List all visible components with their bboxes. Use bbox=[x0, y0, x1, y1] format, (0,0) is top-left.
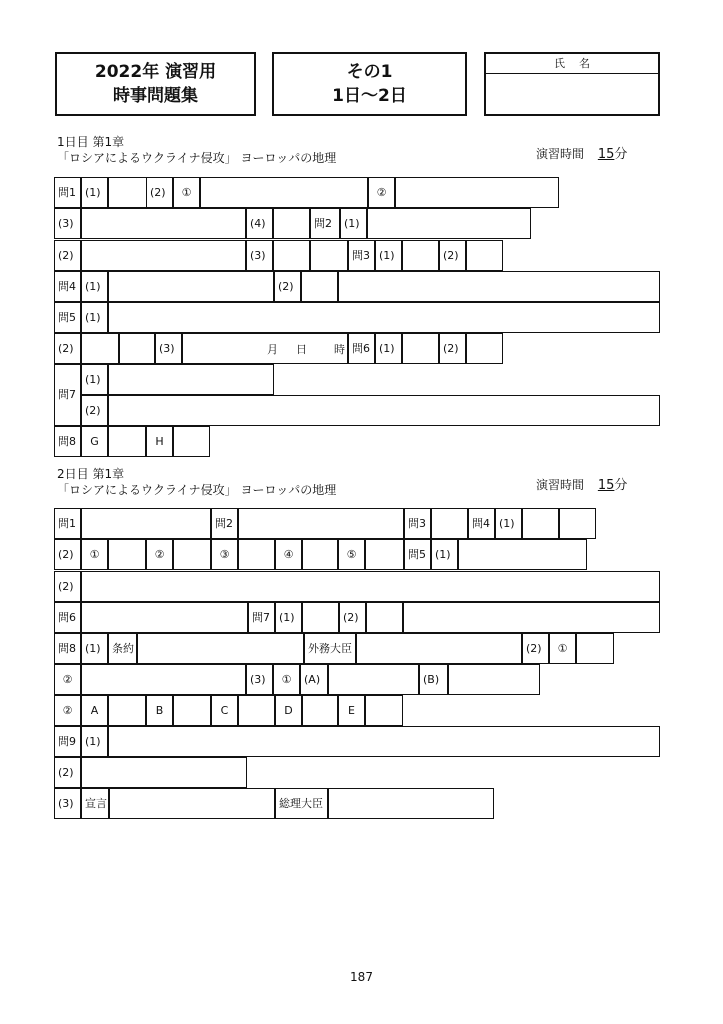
cell-label: (1) bbox=[81, 302, 108, 333]
cell-label: H bbox=[146, 426, 173, 457]
cell-label: (1) bbox=[375, 333, 402, 364]
cell-label: 宣言 bbox=[81, 788, 109, 819]
cell-label: (1) bbox=[375, 240, 402, 271]
cell-label: (A) bbox=[300, 664, 328, 695]
answer-cell[interactable] bbox=[466, 240, 503, 271]
cell-label: (3) bbox=[246, 240, 273, 271]
time-value: 15 bbox=[597, 478, 615, 493]
answer-cell[interactable] bbox=[302, 695, 338, 726]
answer-cell[interactable] bbox=[108, 426, 146, 457]
cell-label: ① bbox=[273, 664, 300, 695]
answer-cell[interactable] bbox=[238, 508, 404, 539]
cell-label: (2) bbox=[439, 333, 466, 364]
cell-label: (B) bbox=[419, 664, 448, 695]
cell-label: 条約 bbox=[108, 633, 137, 664]
answer-cell[interactable] bbox=[402, 240, 439, 271]
answer-cell[interactable] bbox=[458, 539, 587, 570]
answer-cell[interactable] bbox=[365, 695, 403, 726]
title-line1: 2022年 演習用 bbox=[94, 62, 217, 82]
cell-label: B bbox=[146, 695, 173, 726]
answer-cell[interactable] bbox=[238, 539, 275, 570]
answer-cell[interactable] bbox=[310, 240, 348, 271]
answer-cell[interactable] bbox=[81, 240, 246, 271]
time-label: 演習時間 bbox=[536, 147, 585, 161]
cell-label: 問8 bbox=[54, 633, 81, 664]
cell-label: (3) bbox=[246, 664, 273, 695]
cell-label: (1) bbox=[81, 726, 108, 757]
cell-label: 問5 bbox=[404, 539, 431, 570]
cell-label: (1) bbox=[340, 208, 367, 239]
cell-label: ④ bbox=[275, 539, 302, 570]
cell-label: 問2 bbox=[211, 508, 238, 539]
month-label: 月 bbox=[267, 343, 278, 356]
cell-label: (2) bbox=[274, 271, 301, 302]
answer-cell[interactable] bbox=[108, 271, 274, 302]
cell-label: (2) bbox=[54, 539, 81, 570]
cell-label: (1) bbox=[81, 177, 108, 208]
answer-cell[interactable] bbox=[356, 633, 522, 664]
day-label: 日 bbox=[296, 343, 307, 356]
cell-label: A bbox=[81, 695, 108, 726]
cell-label: (2) bbox=[522, 633, 549, 664]
cell-label: (2) bbox=[54, 333, 81, 364]
date-cell[interactable] bbox=[182, 333, 348, 364]
answer-cell[interactable] bbox=[173, 539, 211, 570]
cell-label: (2) bbox=[54, 240, 81, 271]
cell-label: G bbox=[81, 426, 108, 457]
answer-cell[interactable] bbox=[365, 539, 404, 570]
answer-cell[interactable] bbox=[273, 240, 310, 271]
answer-cell[interactable] bbox=[137, 633, 304, 664]
answer-cell[interactable] bbox=[108, 302, 660, 333]
answer-cell[interactable] bbox=[200, 177, 368, 208]
answer-cell[interactable] bbox=[273, 208, 310, 239]
cell-label: (2) bbox=[81, 395, 108, 426]
cell-label: (1) bbox=[81, 633, 108, 664]
page-number: 187 bbox=[350, 970, 373, 984]
cell-label: (2) bbox=[146, 177, 173, 208]
cell-label: 問4 bbox=[468, 508, 495, 539]
cell-label: 問1 bbox=[54, 508, 81, 539]
answer-cell[interactable] bbox=[173, 426, 210, 457]
cell-label: 問6 bbox=[348, 333, 375, 364]
day2-heading bbox=[57, 466, 336, 498]
answer-cell[interactable] bbox=[576, 633, 614, 664]
name-input[interactable] bbox=[486, 75, 658, 114]
part-line2: 1日〜2日 bbox=[332, 86, 407, 106]
cell-label: (3) bbox=[155, 333, 182, 364]
answer-cell[interactable] bbox=[108, 395, 660, 426]
day1-heading bbox=[57, 134, 336, 166]
day1-practice-time bbox=[536, 143, 627, 162]
cell-label: (3) bbox=[54, 788, 81, 819]
cell-label: 問7 bbox=[54, 364, 81, 426]
hour-label: 時 bbox=[334, 343, 345, 356]
answer-cell[interactable] bbox=[402, 333, 439, 364]
time-value: 15 bbox=[597, 147, 615, 162]
cell-label: ③ bbox=[211, 539, 238, 570]
cell-label: 問3 bbox=[348, 240, 375, 271]
cell-label: ① bbox=[549, 633, 576, 664]
answer-cell[interactable] bbox=[395, 177, 559, 208]
time-unit: 分 bbox=[614, 147, 628, 162]
cell-label: 問8 bbox=[54, 426, 81, 457]
name-label: 氏名 bbox=[486, 54, 658, 74]
cell-label: ② bbox=[146, 539, 173, 570]
cell-label: 問1 bbox=[54, 177, 81, 208]
cell-label: 外務大臣 bbox=[304, 633, 356, 664]
cell-label: ② bbox=[368, 177, 395, 208]
cell-label: (2) bbox=[54, 757, 81, 788]
day2-heading-line1: 2日目 第1章 bbox=[57, 467, 125, 481]
answer-cell[interactable] bbox=[81, 333, 119, 364]
answer-cell[interactable] bbox=[238, 695, 275, 726]
cell-label: 問5 bbox=[54, 302, 81, 333]
day1-heading-line1: 1日目 第1章 bbox=[57, 135, 125, 149]
cell-label: 問4 bbox=[54, 271, 81, 302]
answer-cell[interactable] bbox=[338, 271, 660, 302]
cell-label: (1) bbox=[431, 539, 458, 570]
answer-cell[interactable] bbox=[81, 571, 660, 602]
day2-practice-time bbox=[536, 474, 627, 493]
part-box bbox=[272, 52, 467, 116]
cell-label: (1) bbox=[81, 271, 108, 302]
cell-label: ① bbox=[81, 539, 108, 570]
answer-cell[interactable] bbox=[559, 508, 596, 539]
cell-label: E bbox=[338, 695, 365, 726]
time-unit: 分 bbox=[614, 478, 628, 493]
answer-cell[interactable] bbox=[431, 508, 468, 539]
answer-cell[interactable] bbox=[81, 602, 248, 633]
cell-label: C bbox=[211, 695, 238, 726]
answer-cell[interactable] bbox=[108, 539, 146, 570]
answer-cell[interactable] bbox=[403, 602, 660, 633]
answer-cell[interactable] bbox=[108, 726, 660, 757]
answer-cell[interactable] bbox=[302, 602, 339, 633]
cell-label: 総理大臣 bbox=[275, 788, 328, 819]
answer-cell[interactable] bbox=[81, 757, 247, 788]
cell-label: (1) bbox=[495, 508, 522, 539]
name-box bbox=[484, 52, 660, 116]
answer-cell[interactable] bbox=[302, 539, 338, 570]
answer-cell[interactable] bbox=[466, 333, 503, 364]
answer-cell[interactable] bbox=[109, 788, 275, 819]
cell-label: 問3 bbox=[404, 508, 431, 539]
cell-label: 問9 bbox=[54, 726, 81, 757]
cell-label: (1) bbox=[81, 364, 108, 395]
cell-label: 問2 bbox=[310, 208, 340, 239]
answer-cell[interactable] bbox=[328, 664, 419, 695]
answer-cell[interactable] bbox=[522, 508, 559, 539]
answer-cell[interactable] bbox=[301, 271, 338, 302]
answer-cell[interactable] bbox=[366, 602, 403, 633]
answer-cell[interactable] bbox=[81, 664, 246, 695]
title-line2: 時事問題集 bbox=[113, 86, 198, 106]
cell-label: (2) bbox=[54, 571, 81, 602]
cell-label: ① bbox=[173, 177, 200, 208]
cell-label: (2) bbox=[339, 602, 366, 633]
answer-cell[interactable] bbox=[448, 664, 540, 695]
answer-cell[interactable] bbox=[173, 695, 211, 726]
answer-cell[interactable] bbox=[119, 333, 155, 364]
answer-cell[interactable] bbox=[328, 788, 494, 819]
cell-label: (3) bbox=[54, 208, 81, 239]
day1-heading-line2: 「ロシアによるウクライナ侵攻」 ヨーロッパの地理 bbox=[57, 151, 337, 165]
answer-cell[interactable] bbox=[81, 508, 211, 539]
cell-label: 問7 bbox=[248, 602, 275, 633]
answer-cell[interactable] bbox=[108, 695, 146, 726]
day2-heading-line2: 「ロシアによるウクライナ侵攻」 ヨーロッパの地理 bbox=[57, 483, 337, 497]
answer-cell[interactable] bbox=[367, 208, 531, 239]
cell-label: (1) bbox=[275, 602, 302, 633]
cell-label: (2) bbox=[439, 240, 466, 271]
cell-label: ⑤ bbox=[338, 539, 365, 570]
time-label: 演習時間 bbox=[536, 478, 585, 492]
cell-label: D bbox=[275, 695, 302, 726]
answer-cell[interactable] bbox=[108, 364, 274, 395]
answer-cell[interactable] bbox=[81, 208, 246, 239]
part-line1: その1 bbox=[346, 62, 393, 82]
cell-label: ② bbox=[54, 664, 81, 695]
cell-label: (4) bbox=[246, 208, 273, 239]
cell-label: ② bbox=[54, 695, 81, 726]
cell-label: 問6 bbox=[54, 602, 81, 633]
title-box bbox=[55, 52, 256, 116]
